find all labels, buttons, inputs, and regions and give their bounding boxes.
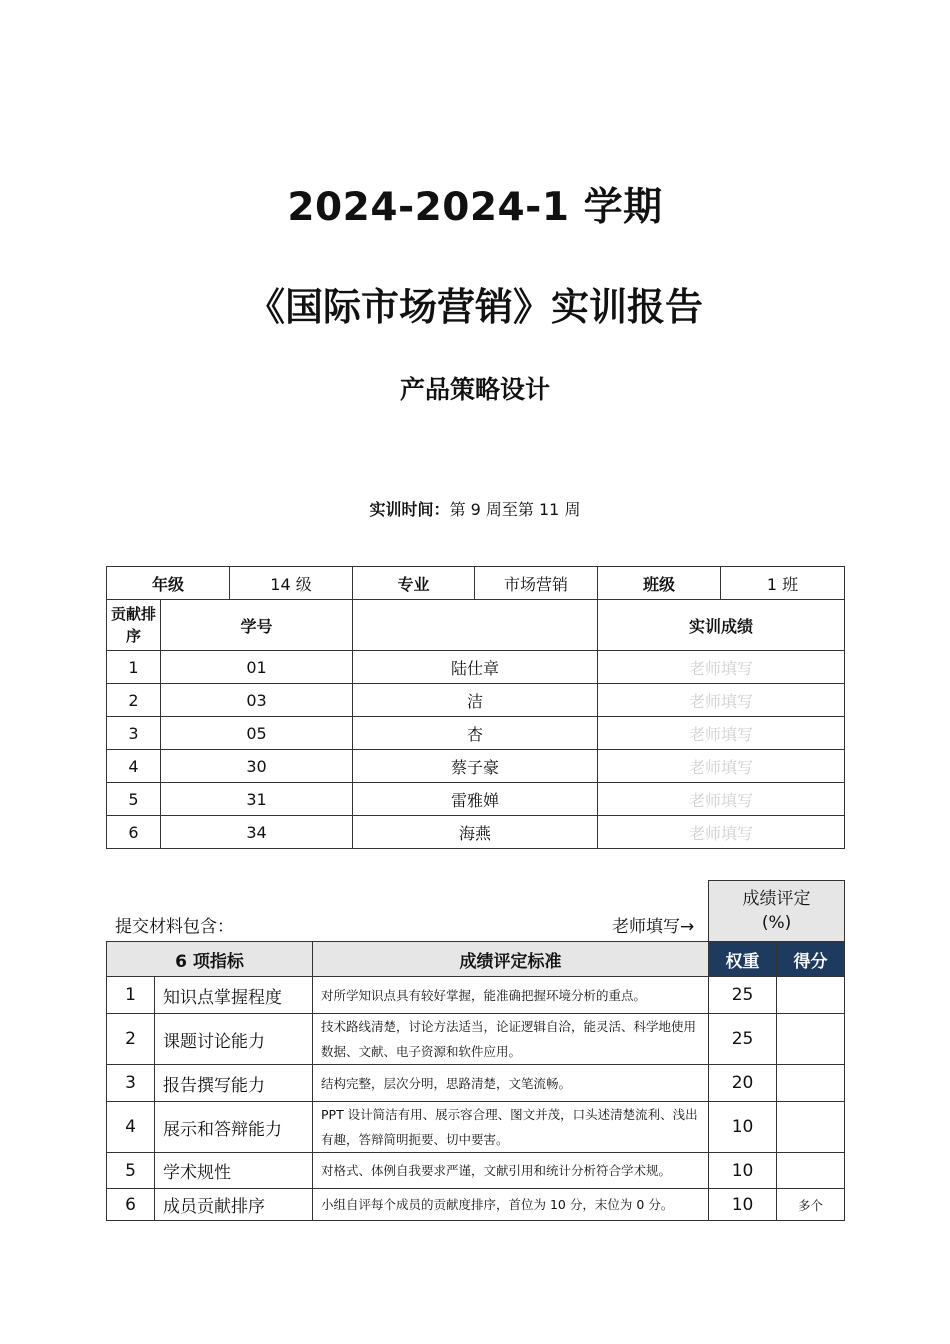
indicator-score [777,977,845,1014]
table-row [107,783,845,816]
student-rank: 3 [107,717,161,750]
student-rank: 2 [107,684,161,717]
table-row [107,1014,845,1065]
indicator-criteria: 结构完整，层次分明，思路清楚，文笔流畅。 [313,1065,709,1102]
indicator-weight: 20 [709,1065,777,1102]
student-rank: 4 [107,750,161,783]
indicator-weight: 25 [709,1014,777,1065]
report-course-title: 《国际市场营销》实训报告 [246,285,703,329]
indicator-score [777,1014,845,1065]
submit-materials-label: 提交材料包含： [115,917,234,937]
indicator-criteria: PPT 设计简洁有用、展示容合理、图文并茂，口头述清楚流利、浅出有趣，答辩简明扼要、切中要害。 [313,1102,709,1153]
major-label: 专业 [353,567,475,600]
training-score-column-header: 实训成绩 [598,600,845,651]
weight-column-header: 权重 [709,942,777,977]
table-row [107,750,845,783]
indicator-criteria: 对格式、体例自我要求严谨，文献引用和统计分析符合学术规。 [313,1153,709,1189]
table-row [107,1065,845,1102]
indicator-score [777,1153,845,1189]
indicator-weight: 10 [709,1102,777,1153]
indicator-number: 5 [107,1153,155,1189]
info-column-header-row [107,600,845,651]
student-name: 雷雅婵 [353,783,598,816]
eval-header-row [107,881,845,942]
info-header-row [107,567,845,600]
indicator-name: 成员贡献排序 [155,1189,313,1221]
student-id: 30 [161,750,353,783]
table-row [107,1189,845,1221]
student-rank: 1 [107,651,161,684]
student-score: 老师填写 [598,783,845,816]
student-score: 老师填写 [598,684,845,717]
student-id: 03 [161,684,353,717]
table-row [107,977,845,1014]
student-name: 海燕 [353,816,598,849]
student-id: 34 [161,816,353,849]
student-name-column-header [353,600,598,651]
report-term-title: 2024-2024-1 学期 [287,185,663,230]
grade-evaluation-unit: (%) [761,913,792,933]
student-id-column-header: 学号 [161,600,353,651]
indicator-score [777,1102,845,1153]
training-period-label: 实训时间： [369,500,450,519]
table-row [107,1153,845,1189]
grade-evaluation-header [709,881,845,942]
criteria-column-header-row [107,942,845,977]
indicator-score [777,1065,845,1102]
student-name: 陆仕章 [353,651,598,684]
report-topic-title: 产品策略设计 [399,375,550,404]
student-score: 老师填写 [598,750,845,783]
student-name: 杏 [353,717,598,750]
table-row [107,651,845,684]
criteria-column-header: 成绩评定标准 [313,942,709,977]
major-value: 市场营销 [475,567,598,600]
indicator-name: 课题讨论能力 [155,1014,313,1065]
indicator-name: 报告撰写能力 [155,1065,313,1102]
table-row [107,1102,845,1153]
rank-column-header: 贡献排序 [107,600,161,651]
indicator-weight: 10 [709,1153,777,1189]
indicator-number: 3 [107,1065,155,1102]
class-label: 班级 [598,567,721,600]
indicators-column-header: 6 项指标 [107,942,313,977]
training-period-value: 第 9 周至第 11 周 [449,500,581,519]
student-info-table [106,566,845,849]
student-id: 05 [161,717,353,750]
student-score: 老师填写 [598,816,845,849]
student-rank: 6 [107,816,161,849]
indicator-number: 4 [107,1102,155,1153]
indicator-name: 展示和答辩能力 [155,1102,313,1153]
class-value: 1 班 [721,567,845,600]
table-row [107,717,845,750]
grade-value: 14 级 [230,567,353,600]
student-name: 蔡子豪 [353,750,598,783]
score-column-header: 得分 [777,942,845,977]
grade-evaluation-title: 成绩评定 [742,889,811,909]
student-score: 老师填写 [598,651,845,684]
training-period [0,497,950,520]
indicator-name: 知识点掌握程度 [155,977,313,1014]
indicator-criteria: 对所学知识点具有较好掌握，能准确把握环境分析的重点。 [313,977,709,1014]
grade-label: 年级 [107,567,230,600]
indicator-weight: 25 [709,977,777,1014]
indicator-number: 1 [107,977,155,1014]
teacher-fill-label: 老师填写→ [612,917,695,937]
indicator-score: 多个 [777,1189,845,1221]
indicator-name: 学术规性 [155,1153,313,1189]
student-id: 31 [161,783,353,816]
table-row [107,684,845,717]
indicator-weight: 10 [709,1189,777,1221]
student-id: 01 [161,651,353,684]
student-score: 老师填写 [598,717,845,750]
table-row [107,816,845,849]
indicator-number: 2 [107,1014,155,1065]
indicator-number: 6 [107,1189,155,1221]
grading-criteria-table [106,880,845,1221]
student-rank: 5 [107,783,161,816]
indicator-criteria: 小组自评每个成员的贡献度排序，首位为 10 分，末位为 0 分。 [313,1189,709,1221]
student-name: 洁 [353,684,598,717]
indicator-criteria: 技术路线清楚，讨论方法适当，论证逻辑自洽，能灵活、科学地使用数据、文献、电子资源和软件应用。 [313,1014,709,1065]
